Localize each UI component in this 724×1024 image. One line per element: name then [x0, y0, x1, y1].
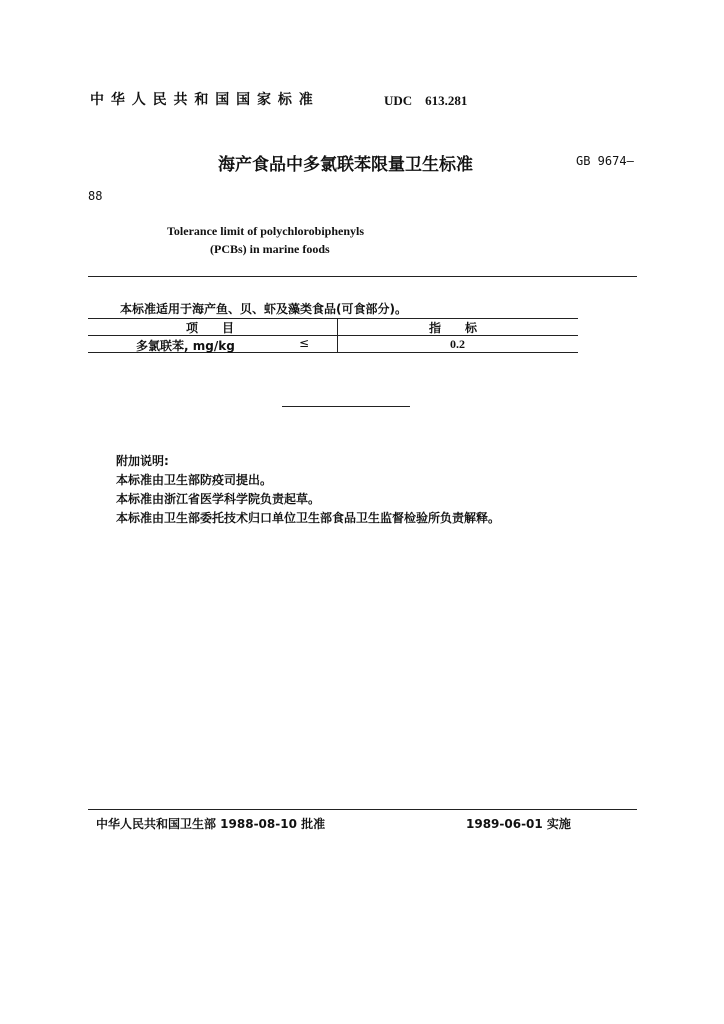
- english-title-line2: (PCBs) in marine foods: [210, 242, 330, 256]
- table-header-value: 指 标: [429, 321, 478, 335]
- table-cell-item: 多氯联苯, mg/kg: [136, 339, 235, 353]
- issuing-body: 中 华 人 民 共 和 国 国 家 标 准: [90, 92, 314, 108]
- title-divider: [88, 276, 637, 277]
- end-of-text-rule: [282, 406, 410, 407]
- standard-code: GB 9674—: [576, 154, 634, 168]
- scope-text: 本标准适用于海产鱼、贝、虾及藻类食品(可食部分)。: [120, 302, 407, 316]
- effective-date: 1989-06-01 实施: [466, 817, 571, 831]
- table-header-rule: [88, 335, 578, 336]
- udc-code: UDC 613.281: [384, 93, 468, 108]
- table-header-item: 项 目: [186, 321, 235, 335]
- table-top-rule: [88, 318, 578, 319]
- table-column-divider: [337, 318, 338, 352]
- note-line: 本标准由卫生部防疫司提出。: [116, 473, 273, 487]
- table-cell-value: 0.2: [450, 337, 465, 351]
- standard-code-continued: 88: [88, 189, 103, 203]
- english-title-line1: Tolerance limit of polychlorobiphenyls: [167, 224, 365, 238]
- footer-rule: [88, 809, 637, 810]
- table-cell-symbol: ≤: [299, 336, 310, 350]
- note-line: 本标准由浙江省医学科学院负责起草。: [116, 492, 321, 506]
- notes-heading: 附加说明:: [116, 454, 169, 468]
- note-line: 本标准由卫生部委托技术归口单位卫生部食品卫生监督检验所负责解释。: [116, 511, 501, 525]
- approval-date: 中华人民共和国卫生部 1988-08-10 批准: [96, 817, 326, 831]
- document-title: 海产食品中多氯联苯限量卫生标准: [218, 155, 473, 175]
